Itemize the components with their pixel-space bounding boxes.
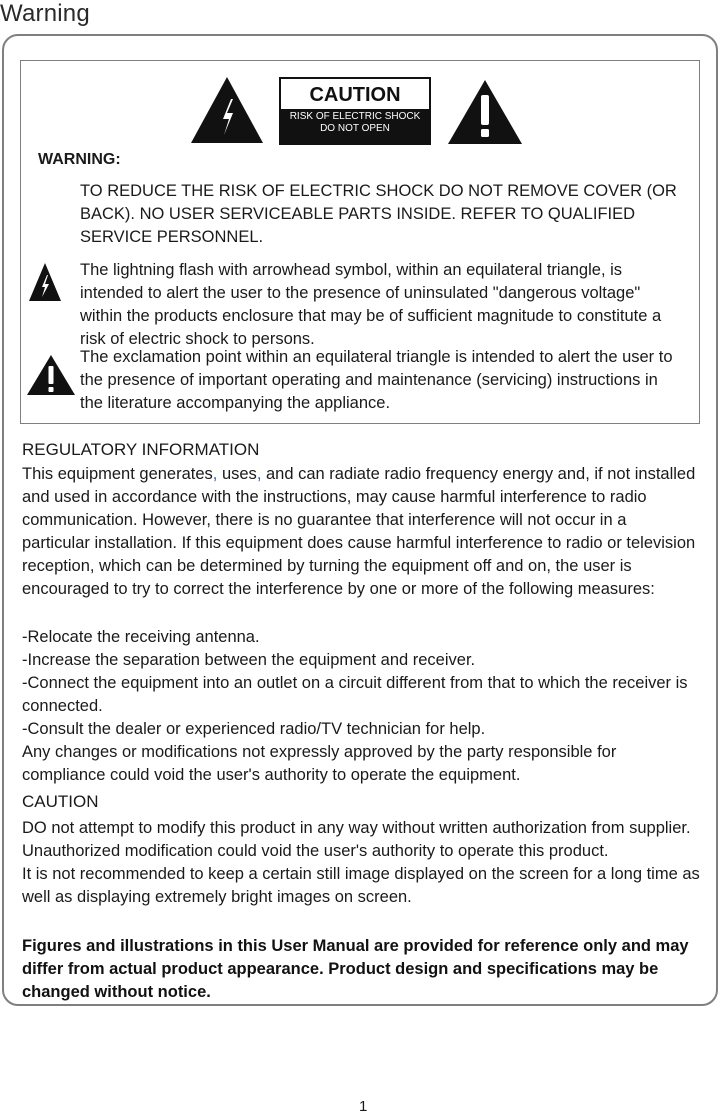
caution-paragraph-2: It is not recommended to keep a certain still image displayed on the screen for a long time as well as displaying extremely bright images on screen. — [22, 865, 700, 906]
regulatory-intro: This equipment generates, uses, and can radiate radio frequency energy and, if not installed and used in accordance with the instructions, may cause harmful interference to radio communication. However, there is no guarantee that interference will not occur in a particular installation. If this equipment does cause harmful interference to radio or television reception, which can be determined by turning the equipment off and on, the user is encouraged to try to correct the interference by one or more of the following measures: — [22, 465, 696, 598]
measure-item: -Consult the dealer or experienced radio/TV technician for help. — [22, 720, 486, 738]
page-title: Warning — [0, 0, 90, 27]
warning-text: TO REDUCE THE RISK OF ELECTRIC SHOCK DO NOT REMOVE COVER (OR BACK). NO USER SERVICEABLE PARTS INSIDE. REFER TO QUALIFIED SERVICE PERSONNEL. — [80, 182, 677, 246]
caution-heading: CAUTION — [22, 792, 99, 811]
regulatory-measures — [22, 626, 702, 787]
disclaimer-note: Figures and illustrations in this User Manual are provided for reference only and may differ from actual product appearance. Product design and specifications may be changed without notice. — [22, 937, 689, 1001]
lightning-explanation: The lightning flash with arrowhead symbol, within an equilateral triangle, is intended to alert the user to the presence of uninsulated "dangerous voltage" within the products enclosure that may be of sufficient magnitude to constitute a risk of electric shock to persons. — [80, 261, 662, 348]
caution-badge-subtext — [279, 111, 431, 135]
lightning-triangle-icon — [189, 75, 265, 145]
regulatory-heading: REGULATORY INFORMATION — [22, 440, 260, 459]
caution-text — [22, 817, 702, 909]
small-lightning-triangle-icon — [28, 262, 62, 302]
regulatory-closing: Any changes or modifications not expressly approved by the party responsible for compliance could void the user's authority to operate the equipment. — [22, 743, 617, 784]
measure-item: -Increase the separation between the equipment and receiver. — [22, 651, 476, 669]
small-exclamation-triangle-icon — [26, 354, 76, 396]
exclamation-triangle-icon — [447, 79, 523, 145]
measure-item: -Connect the equipment into an outlet on a circuit different from that to which the receiver is connected. — [22, 674, 688, 715]
caution-badge-line1: RISK OF ELECTRIC SHOCK — [289, 111, 421, 122]
caution-badge-line2: DO NOT OPEN — [320, 123, 390, 134]
measure-item: -Relocate the receiving antenna. — [22, 628, 260, 646]
caution-paragraph-1: DO not attempt to modify this product in any way without written authorization from supplier. Unauthorized modification could void the user's authority to operate this product. — [22, 819, 691, 860]
page-number: 1 — [359, 1098, 368, 1115]
warning-label: WARNING: — [38, 151, 121, 168]
caution-badge — [279, 77, 431, 145]
caution-badge-title: CAUTION — [281, 79, 429, 109]
exclamation-explanation: The exclamation point within an equilateral triangle is intended to alert the user to the presence of important operating and maintenance (servicing) instructions in the literature accompanying the appliance. — [80, 348, 673, 412]
